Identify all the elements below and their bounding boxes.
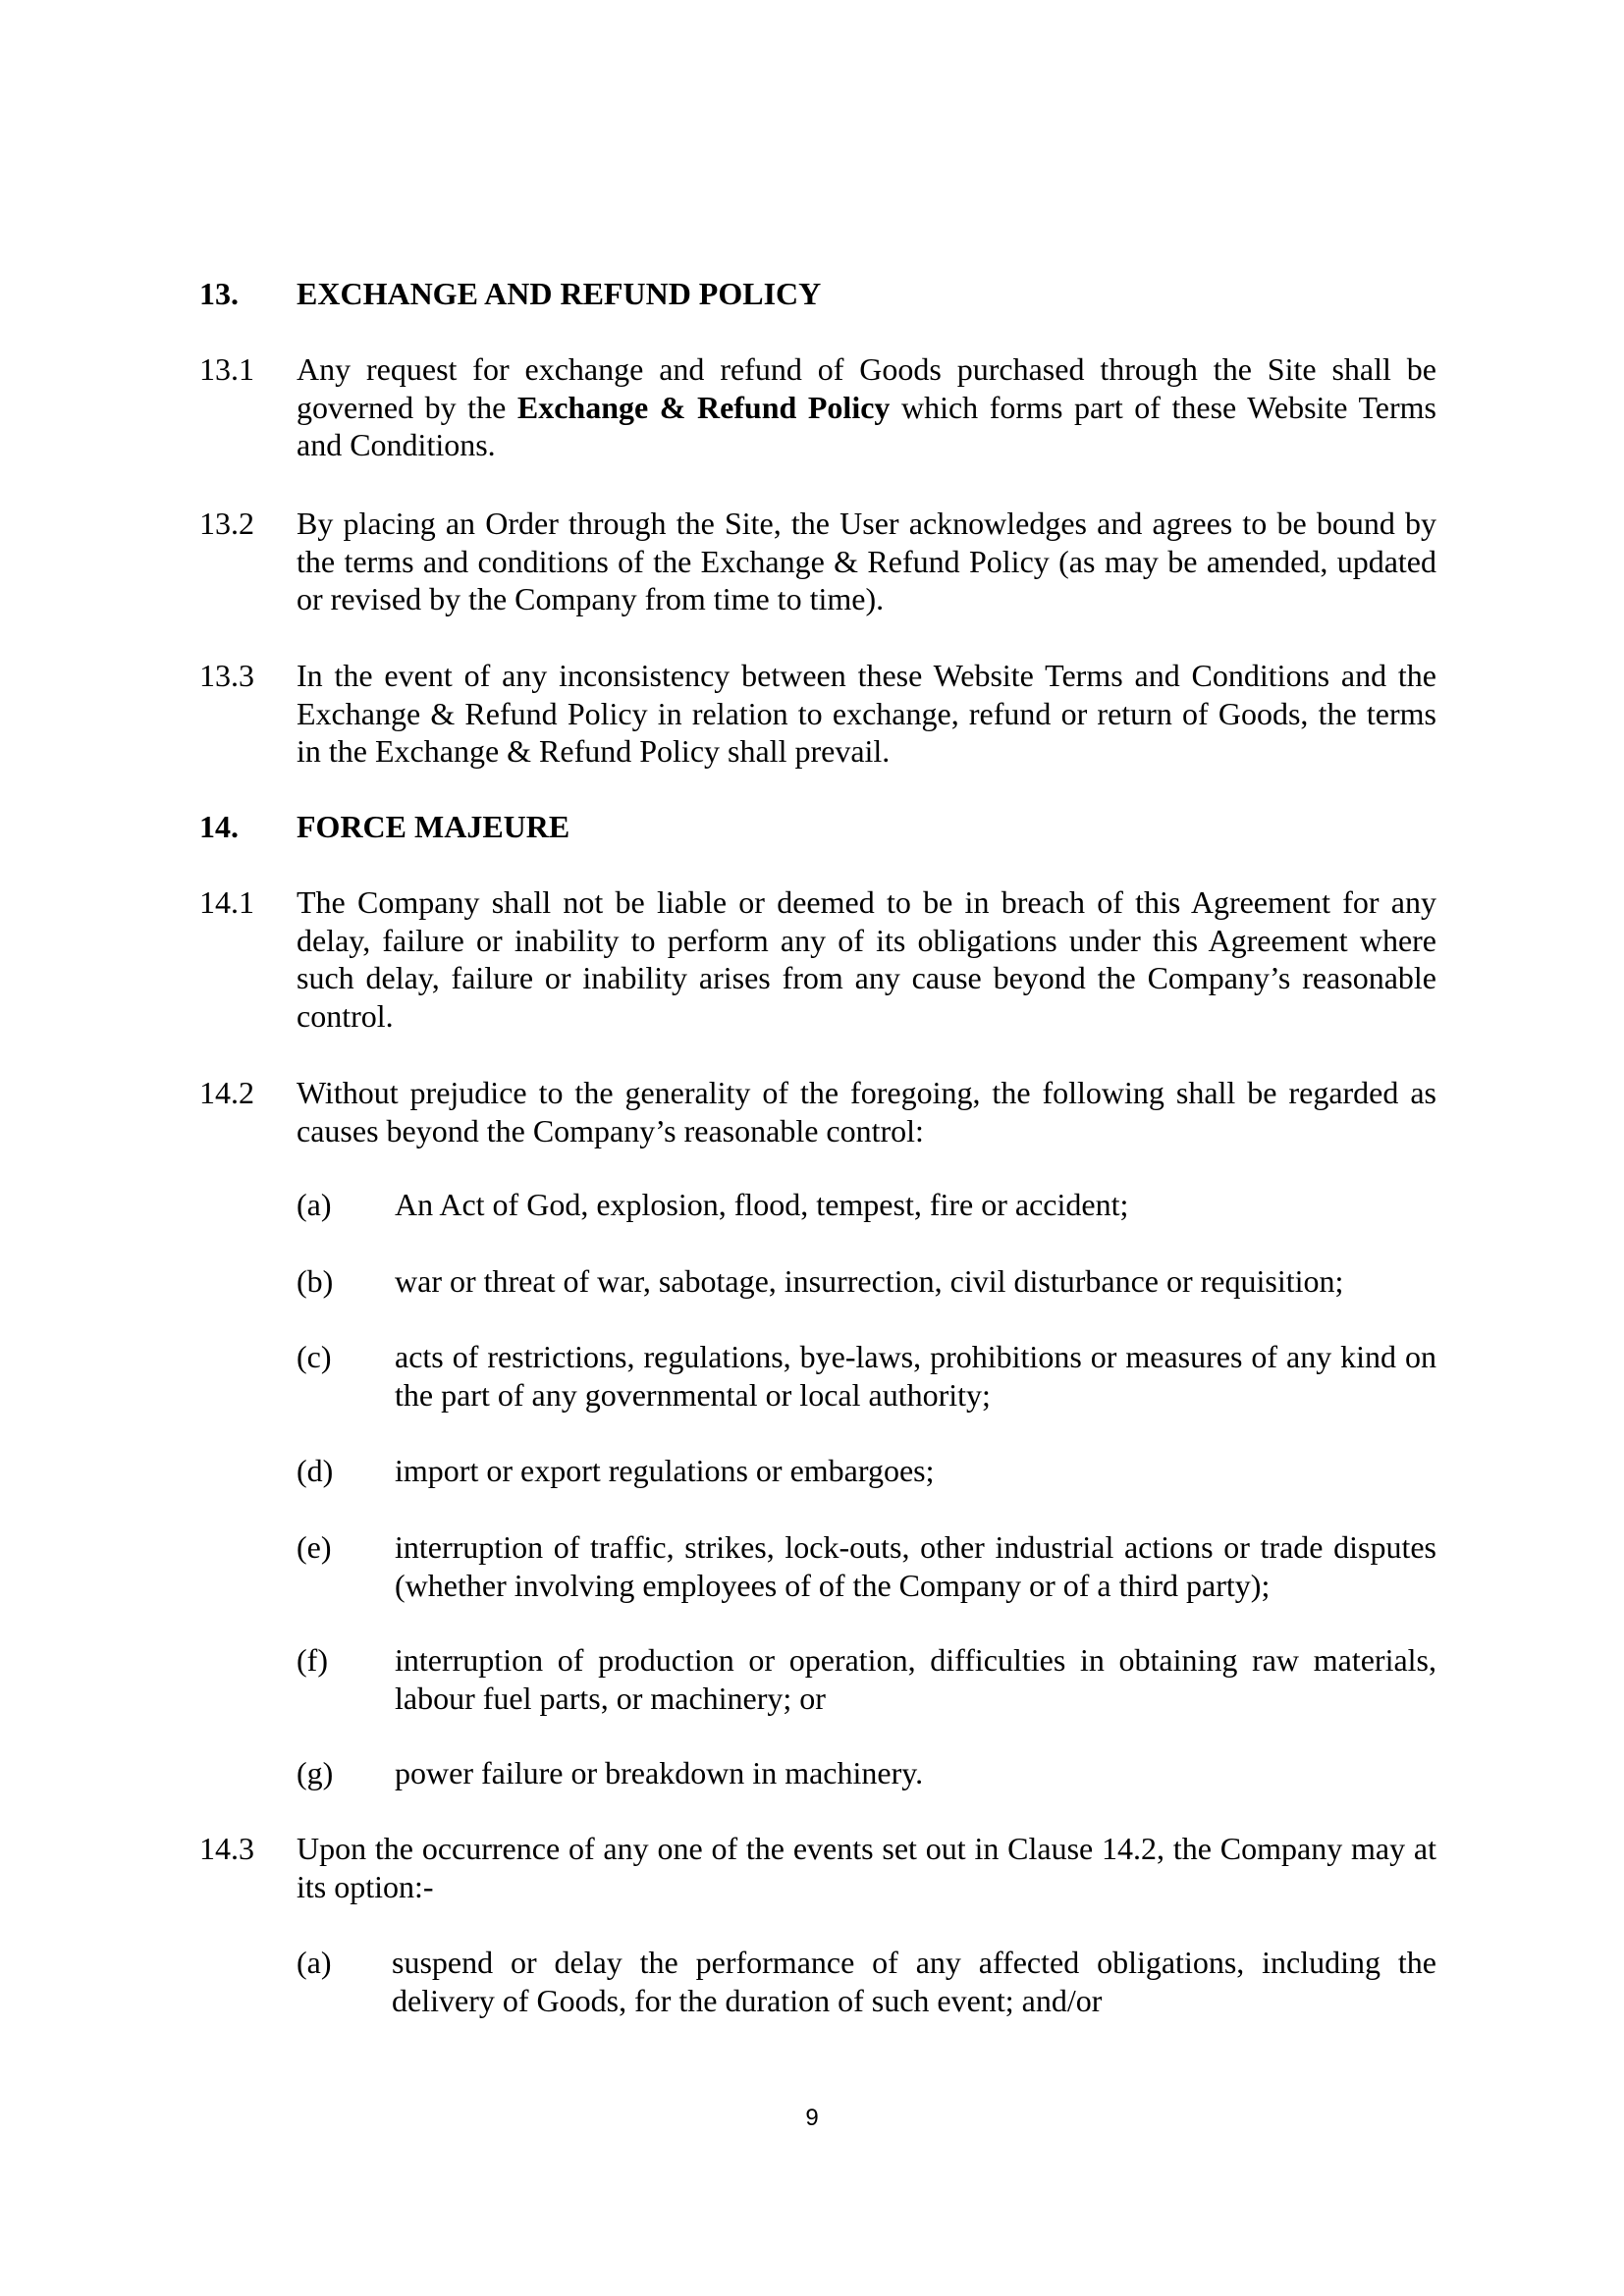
item-label: (g) <box>297 1755 334 1790</box>
clause-text: In the event of any inconsistency between these Website Terms and Conditions and the Exchange & Refund Policy in relation to exchange, refund or return of Goods, the terms in the Exchange & Refund Policy shall prevail. <box>297 658 1436 769</box>
clause-text: By placing an Order through the Site, the User acknowledges and agrees to be bound by the terms and conditions of the Exchange & Refund Policy (as may be amended, updated or revised by the Company from time to time). <box>297 506 1436 616</box>
clause-number: 13.2 <box>199 506 254 541</box>
clause-14-2 <box>199 1074 1436 1149</box>
item-text: suspend or delay the performance of any affected obligations, including the delivery of Goods, for the duration of such event; and/or <box>392 1945 1436 2018</box>
clause-number: 14.1 <box>199 884 254 920</box>
item-label: (d) <box>297 1453 334 1488</box>
list-item-14-2-g <box>297 1754 1436 1792</box>
item-label: (a) <box>297 1187 332 1222</box>
list-item-14-3-a <box>297 1944 1436 2019</box>
section-14-title: FORCE MAJEURE <box>297 809 570 844</box>
clause-number: 14.2 <box>199 1075 254 1110</box>
section-13-number: 13. <box>199 276 239 311</box>
clause-13-2 <box>199 505 1436 618</box>
item-label: (a) <box>297 1945 332 1980</box>
item-text: interruption of traffic, strikes, lock-outs, other industrial actions or trade disputes (whether involving employees of of the Company or of a third party); <box>395 1529 1436 1603</box>
list-item-14-2-d <box>297 1452 1436 1490</box>
item-text: war or threat of war, sabotage, insurrection, civil disturbance or requisition; <box>395 1263 1344 1299</box>
exchange-refund-policy-bold: Exchange & Refund Policy <box>516 389 891 425</box>
list-item-14-2-c <box>297 1338 1436 1414</box>
page-number: 9 <box>805 2105 819 2131</box>
clause-text: Without prejudice to the generality of the foregoing, the following shall be regarded as causes beyond the Company’s reasonable control: <box>297 1075 1436 1148</box>
clause-13-3 <box>199 657 1436 771</box>
clause-text-part: which forms part of these Website Terms and Conditions. <box>297 389 1437 462</box>
item-text: import or export regulations or embargoes; <box>395 1453 935 1488</box>
list-item-14-2-b <box>297 1262 1436 1301</box>
item-label: (f) <box>297 1642 328 1678</box>
clause-text: Upon the occurrence of any one of the events set out in Clause 14.2, the Company may at its option:- <box>297 1831 1436 1904</box>
section-13-title: EXCHANGE AND REFUND POLICY <box>297 276 822 311</box>
clause-text <box>297 350 1436 464</box>
item-label: (c) <box>297 1339 332 1374</box>
clause-text-part: Any request for exchange and refund of Goods purchased through the Site shall be governed by the <box>297 351 1436 425</box>
list-item-14-2-f <box>297 1641 1436 1717</box>
item-text: power failure or breakdown in machinery. <box>395 1755 924 1790</box>
section-14-number: 14. <box>199 809 239 844</box>
list-item-14-2-a <box>297 1186 1436 1224</box>
item-label: (b) <box>297 1263 334 1299</box>
clause-14-3 <box>199 1830 1436 1905</box>
item-text: interruption of production or operation, difficulties in obtaining raw materials, labour fuel parts, or machinery; or <box>395 1642 1436 1716</box>
item-text: acts of restrictions, regulations, bye-laws, prohibitions or measures of any kind on the part of any governmental or local authority; <box>395 1339 1436 1413</box>
item-text: An Act of God, explosion, flood, tempest, fire or accident; <box>395 1187 1129 1222</box>
clause-number: 14.3 <box>199 1831 254 1866</box>
list-item-14-2-e <box>297 1528 1436 1604</box>
clause-13-1 <box>199 350 1436 464</box>
clause-number: 13.1 <box>199 351 254 387</box>
clause-text: The Company shall not be liable or deemed to be in breach of this Agreement for any delay, failure or inability to perform any of its obligations under this Agreement where such delay, failure or inability arises from any cause beyond the Company’s reasonable control. <box>297 884 1436 1034</box>
item-label: (e) <box>297 1529 332 1565</box>
clause-number: 13.3 <box>199 658 254 693</box>
clause-14-1 <box>199 883 1436 1035</box>
